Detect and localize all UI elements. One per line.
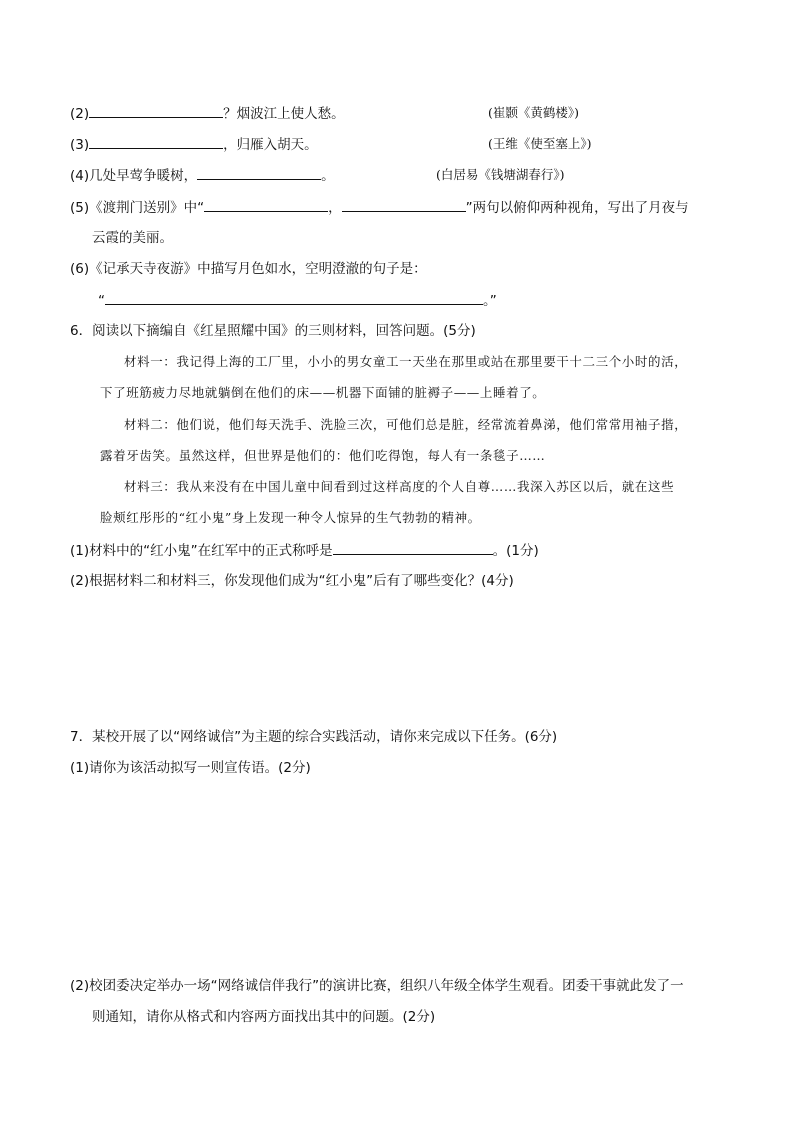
- material-2-line-1: 材料二：他们说，他们每天洗手、洗脸三次，可他们总是脏，经常流着鼻涕，他们常常用袖子揩，: [124, 417, 688, 432]
- material-2-line-2: 露着牙齿笑。虽然这样，但世界是他们的：他们吃得饱，每人有一条毯子……: [100, 448, 546, 463]
- question-text: (5)《渡荆门送别》中“: [70, 200, 205, 216]
- answer-blank[interactable]: [89, 103, 223, 118]
- q7-sub-2-line-1: (2)校团委决定举办一场“网络诚信伴我行”的演讲比赛，组织八年级全体学生观看。团委干事就此发了一: [70, 978, 684, 994]
- question-text: 。(1分): [492, 543, 539, 559]
- item-number: (2): [70, 106, 90, 122]
- material-3-line-2: 脸颊红彤彤的“红小鬼”身上发现一种令人惊异的生气勃勃的精神。: [100, 510, 481, 525]
- open-quote: “: [98, 293, 105, 309]
- q5-item-6: (6)《记承天寺夜游》中描写月色如水，空明澄澈的句子是：: [70, 261, 427, 277]
- verse-text: ？烟波江上使人愁。: [223, 106, 345, 122]
- verse-source: (王维《使至塞上》): [488, 136, 592, 151]
- verse-source: (白居易《钱塘湖春行》): [436, 167, 565, 182]
- item-number: (3): [70, 137, 90, 153]
- answer-blank[interactable]: [89, 134, 223, 149]
- answer-blank[interactable]: [197, 165, 321, 180]
- close-quote: 。”: [483, 293, 497, 309]
- verse-text: (4)几处早莺争暖树，: [70, 168, 198, 184]
- question-text: ”两句以俯仰两种视角，写出了月夜与: [465, 200, 689, 216]
- verse-text: 。: [321, 168, 335, 184]
- verse-source: (崔颢《黄鹤楼》): [488, 105, 580, 120]
- q7-sub-1: (1)请你为该活动拟写一则宣传语。(2分): [70, 760, 311, 776]
- q7-title: 7．某校开展了以“网络诚信”为主题的综合实践活动，请你来完成以下任务。(6分): [70, 729, 558, 745]
- answer-blank[interactable]: [105, 290, 483, 305]
- answer-blank[interactable]: [342, 197, 466, 212]
- q6-sub-1: [70, 540, 539, 561]
- verse-text: ，归雁入胡天。: [223, 137, 318, 153]
- question-text-cont: 云霞的美丽。: [92, 230, 173, 246]
- q5-item-5: [70, 197, 689, 218]
- q5-item-6-answer: [98, 290, 497, 311]
- answer-blank[interactable]: [333, 540, 493, 555]
- material-1-line-2: 下了班筋疲力尽地就躺倒在他们的床——机器下面铺的脏褥子——上睡着了。: [100, 385, 546, 400]
- q5-item-2: [70, 103, 345, 124]
- q5-item-4: [70, 165, 335, 186]
- q6-sub-2: (2)根据材料二和材料三，你发现他们成为“红小鬼”后有了哪些变化？(4分): [70, 573, 514, 589]
- q5-item-3: [70, 134, 318, 155]
- material-3-line-1: 材料三：我从来没有在中国儿童中间看到过这样高度的个人自尊……我深入苏区以后，就在这些: [124, 479, 675, 494]
- question-text: ，: [328, 200, 342, 216]
- q6-title: 6．阅读以下摘编自《红星照耀中国》的三则材料，回答问题。(5分): [70, 323, 476, 339]
- question-text: (1)材料中的“红小鬼”在红军中的正式称呼是: [70, 543, 333, 559]
- answer-blank[interactable]: [204, 197, 328, 212]
- q7-sub-2-line-2: 则通知，请你从格式和内容两方面找出其中的问题。(2分): [92, 1009, 436, 1025]
- material-1-line-1: 材料一：我记得上海的工厂里，小小的男女童工一天坐在那里或站在那里要干十二三个小时的活，: [124, 354, 688, 369]
